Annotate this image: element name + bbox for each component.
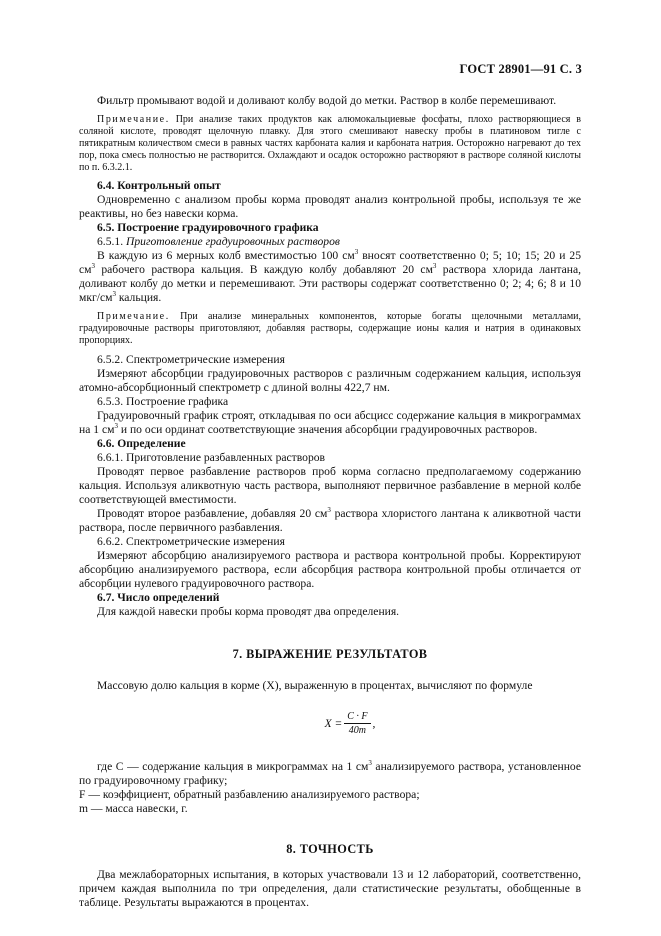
section-6-5-1-text <box>79 249 581 305</box>
section-6-5-1-title <box>79 235 581 249</box>
section-6-6-1-title: 6.6.1. Приготовление разбавленных растворов <box>97 451 326 464</box>
superscript: 3 <box>368 759 372 768</box>
section-title: Приготовление градуировочных растворов <box>126 235 340 248</box>
section-6-5-2-title: 6.5.2. Спектрометрические измерения <box>97 353 285 366</box>
text-part: раствора хлористого лантана к аликвотной части раствора, после первичного разбавления. <box>79 507 581 534</box>
text-part: В каждую из 6 мерных колб вместимостью 100 см <box>97 249 355 262</box>
section-6-6-title: 6.6. Определение <box>97 437 186 450</box>
text-part: кальция. <box>115 291 162 304</box>
formula-tail: , <box>372 717 376 730</box>
where-f-definition: F — коэффициент, обратный разбавлению анализируемого раствора; <box>79 788 420 801</box>
section-8-text: Два межлабораторных испытания, в которых участвовали 13 и 12 лабораторий, соответственно, причем каждая выполнила по три определения, дали статистические результаты, обобщенные в таблице. Результаты выражаются в процентах. <box>79 868 581 909</box>
where-c-definition <box>79 760 581 788</box>
text-part: раствора хлорида лантана, доливают колбу до метки и перемешивают. Эти растворы содержат соответственно 0; 2; 4; 6; 8 и 10 мкг/см <box>79 263 582 304</box>
section-6-5-3-title: 6.5.3. Построение графика <box>97 395 229 408</box>
text-part: где C — содержание кальция в микрограммах на 1 см <box>97 760 369 773</box>
text-part: Проводят второе разбавление, добавляя 20 см <box>97 507 328 520</box>
section-6-7-title: 6.7. Число определений <box>97 591 220 604</box>
section-number: 6.5.1. <box>97 235 124 248</box>
section-8-title: 8. ТОЧНОСТЬ <box>286 842 374 856</box>
text-part: и по оси ординат соответствующие значения абсорбции градуировочных растворов. <box>117 423 538 436</box>
document-body <box>79 94 581 910</box>
formula-numerator: C · F <box>344 711 370 724</box>
section-7-title: 7. ВЫРАЖЕНИЕ РЕЗУЛЬТАТОВ <box>232 647 428 661</box>
note-text: При анализе таких продуктов как алюмокальциевые фосфаты, плохо растворяющиеся в соляной кислоте, проводят щелочную плавку. Для этого смешивают навеску пробы в платиновом тигле с пятикратным количеством смеси в равных частях карбоната калия и карбоната натрия. Осторожно нагревают до тех пор, пока смесь полностью не растворится. Охлаждают и осадок осторожно растворяют в растворе соляной кислоты по п. 6.3.2.1. <box>79 114 582 173</box>
section-6-5-3-text <box>79 409 581 437</box>
text-part: вносят соответственно 0; 5; 10; 15; 20 и 25 см <box>79 249 581 276</box>
page-header: ГОСТ 28901—91 С. 3 <box>459 62 582 76</box>
section-6-5-2-text: Измеряют абсорбции градуировочных растворов с различным содержанием кальция, используя атомно-абсорбционный спектрометр с длиной волны 422,7 нм. <box>79 367 581 394</box>
section-6-7-text: Для каждой навески пробы корма проводят два определения. <box>97 605 400 618</box>
where-m-definition: m — масса навески, г. <box>79 802 188 815</box>
section-6-6-1-text: Проводят первое разбавление растворов проб корма согласно предполагаемому содержанию кальция. Используя аликвотную часть раствора, выполняют первичное разбавление в мерной колбе соответствующей вместимости. <box>79 465 581 506</box>
section-6-6-1-text-2 <box>79 507 581 535</box>
filter-paragraph: Фильтр промывают водой и доливают колбу водой до метки. Раствор в колбе перемешивают. <box>97 94 557 107</box>
note-label: Примечание. <box>97 114 170 125</box>
section-6-4-title: 6.4. Контрольный опыт <box>97 179 221 192</box>
formula <box>119 711 581 736</box>
section-6-4-text: Одновременно с анализом пробы корма проводят анализ контрольной пробы, используя те же реактивы, но без навески корма. <box>79 193 581 220</box>
text-part: Градуировочный график строят, откладывая по оси абсцисс содержание кальция в микрограммах на 1 см <box>79 409 581 436</box>
superscript: 3 <box>432 262 437 271</box>
section-6-6-2-title: 6.6.2. Спектрометрические измерения <box>97 535 285 548</box>
superscript: 3 <box>354 248 359 257</box>
formula-denominator: 40m <box>348 725 366 736</box>
formula-lhs: X = <box>324 717 343 730</box>
note-alkaline-fusion <box>79 114 581 174</box>
section-6-5-title: 6.5. Построение градуировочного графика <box>97 221 319 234</box>
note-mineral-components <box>79 311 581 347</box>
superscript: 3 <box>114 422 118 431</box>
superscript: 3 <box>91 262 95 271</box>
section-7-intro: Массовую долю кальция в корме (X), выраженную в процентах, вычисляют по формуле <box>97 679 533 692</box>
formula-fraction <box>344 711 370 736</box>
section-6-6-2-text: Измеряют абсорбцию анализируемого раствора и раствора контрольной пробы. Корректируют абсорбцию анализируемого раствора, если абсорбция раствора контрольной пробы отличается от абсорбции нулевого градуировочного раствора. <box>79 549 581 590</box>
text-part: рабочего раствора кальция. В каждую колбу добавляют 20 см <box>94 263 433 276</box>
text-part: анализируемого раствора, установленное по градуировочному графику; <box>79 760 581 787</box>
note-label: Примечание. <box>97 311 170 322</box>
superscript: 3 <box>112 290 116 299</box>
superscript: 3 <box>327 506 331 515</box>
note-text: При анализе минеральных компонентов, которые богаты щелочными металлами, градуировочные растворы приготовляют, добавляя растворы, содержащие ионы калия и натрия в одинаковых пропорциях. <box>79 311 582 346</box>
